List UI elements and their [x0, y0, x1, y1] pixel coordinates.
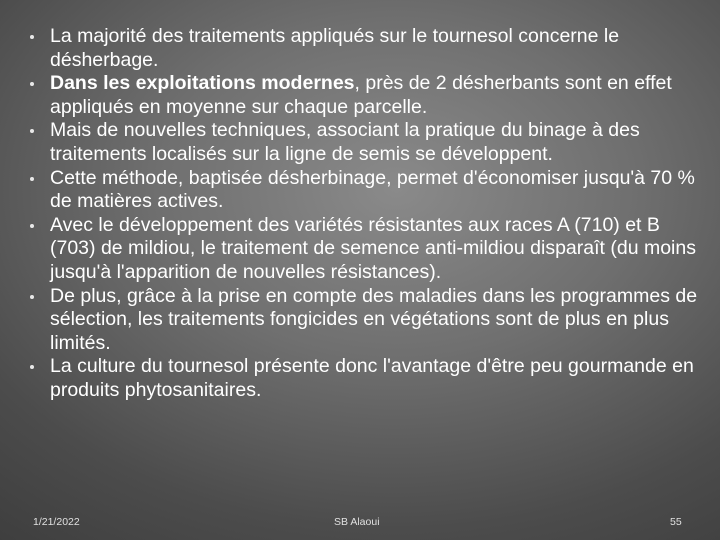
bullet-dot-icon: [30, 82, 34, 86]
bullet-bold-text: Dans les exploitations modernes: [50, 72, 355, 95]
bullet-item-4: [0, 167, 720, 214]
bullet-item-2: [0, 72, 720, 119]
bullet-item-3: [0, 119, 720, 166]
bullet-dot-icon: [30, 177, 34, 181]
bullet-text: Mais de nouvelles techniques, associant la pratique du binage à des traitements localisés sur la ligne de semis se développent.: [50, 119, 640, 165]
bullet-item-7: [0, 355, 720, 402]
bullet-item-1: [0, 25, 720, 72]
bullet-text: De plus, grâce à la prise en compte des maladies dans les programmes de sélection, les traitements fongicides en végétations sont de plus en plus limités.: [50, 284, 698, 354]
bullet-text: , près de 2 désherbants sont en effet appliqués en moyenne sur chaque parcelle.: [50, 72, 672, 118]
footer-author: SB Alaoui: [334, 516, 380, 528]
bullet-text: Cette méthode, baptisée désherbinage, permet d'économiser jusqu'à 70 % de matières actives.: [50, 166, 695, 213]
footer-date: 1/21/2022: [33, 516, 80, 528]
bullet-list: [0, 25, 720, 403]
bullet-item-6: [0, 285, 720, 356]
bullet-text: Avec le développement des variétés résistantes aux races A (710) et B (703) de mildiou, le traitement de semence anti-mildiou disparaît (du moins jusqu'à l'apparition de nouvelles résistances).: [50, 213, 696, 283]
footer-page-number: 55: [670, 516, 682, 528]
bullet-dot-icon: [30, 224, 34, 228]
bullet-text: La majorité des traitements appliqués sur le tournesol concerne le désherbage.: [50, 25, 620, 71]
bullet-item-5: [0, 214, 720, 285]
bullet-text: La culture du tournesol présente donc l'avantage d'être peu gourmande en produits phytosanitaires.: [50, 355, 694, 401]
bullet-dot-icon: [30, 295, 34, 299]
bullet-dot-icon: [30, 365, 34, 369]
bullet-dot-icon: [30, 129, 34, 133]
bullet-dot-icon: [30, 35, 34, 39]
